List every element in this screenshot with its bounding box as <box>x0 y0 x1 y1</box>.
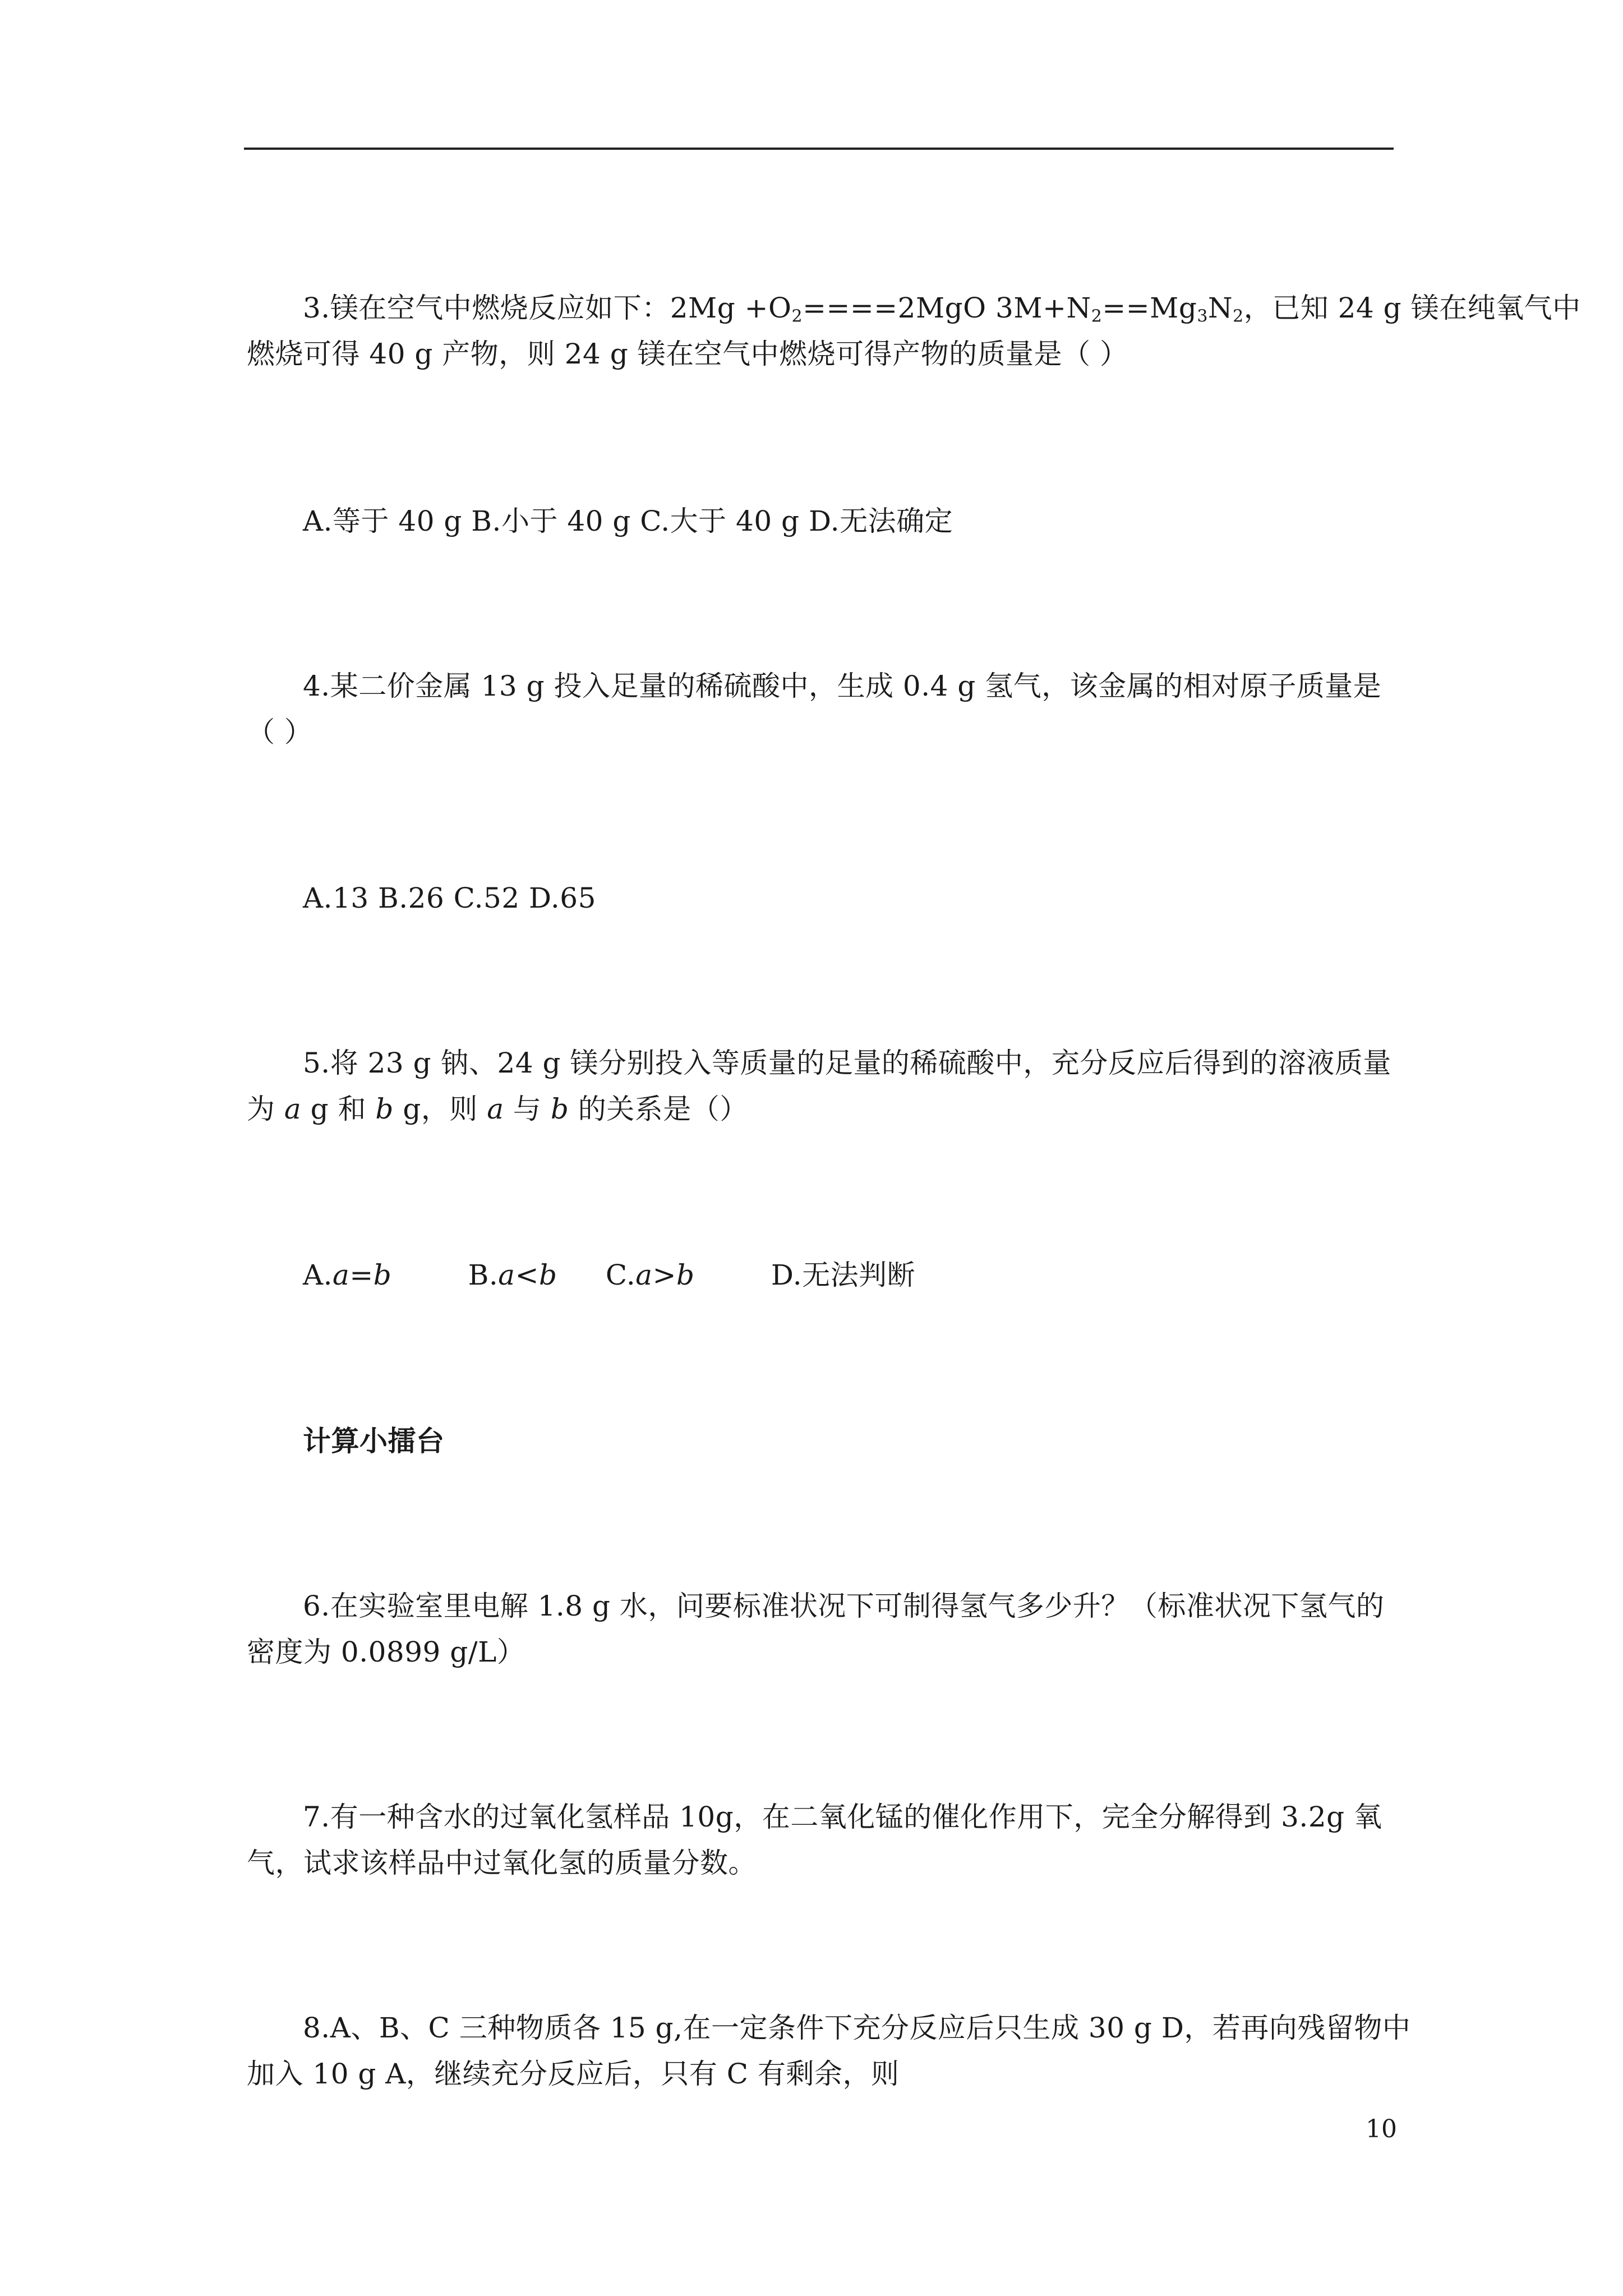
q6-line2: 密度为 0.0899 g/L） <box>247 1636 525 1668</box>
q8-line1: 8.A、B、C 三种物质各 15 g,在一定条件下充分反应后只生成 30 g D，若再向残留物中 <box>303 2012 1411 2044</box>
q5-line1: 5.将 23 g 钠、24 g 镁分别投入等质量的足量的稀硫酸中，充分反应后得到的溶液质量 <box>303 1047 1391 1079</box>
page-number: 10 <box>1366 2115 1397 2143</box>
q4-line2: （ ） <box>247 716 313 748</box>
q3-options: A.等于 40 g B.小于 40 g C.大于 40 g D.无法确定 <box>303 505 953 537</box>
section-title: 计算小擂台 <box>303 1425 445 1457</box>
header-rule <box>244 148 1394 150</box>
q7-line1: 7.有一种含水的过氧化氢样品 10g，在二氧化锰的催化作用下，完全分解得到 3.2g 氧 <box>303 1801 1382 1833</box>
q4-line1: 4.某二价金属 13 g 投入足量的稀硫酸中，生成 0.4 g 氢气，该金属的相对原子质量是 <box>303 670 1382 702</box>
q5-options: A.a=b B.a<b C.a>b D.无法判断 <box>303 1259 916 1291</box>
q5-line2: 为 a g 和 b g，则 a 与 b 的关系是（） <box>247 1093 748 1125</box>
q3-line2: 燃烧可得 40 g 产物，则 24 g 镁在空气中燃烧可得产物的质量是（ ） <box>247 338 1128 370</box>
q7-line2: 气，试求该样品中过氧化氢的质量分数。 <box>247 1847 757 1879</box>
q6-line1: 6.在实验室里电解 1.8 g 水，问要标准状况下可制得氢气多少升？（标准状况下氢气的 <box>303 1590 1385 1622</box>
q8-line2: 加入 10 g A，继续充分反应后，只有 C 有剩余，则 <box>247 2058 900 2090</box>
q3-line1: 3.镁在空气中燃烧反应如下：$2Mg +O_2====2MgO$ $3M+N_2==Mg_3N_2$，已知 24 g 镁在纯氧气中 <box>303 292 1581 326</box>
q4-options: A.13 B.26 C.52 D.65 <box>303 882 596 914</box>
